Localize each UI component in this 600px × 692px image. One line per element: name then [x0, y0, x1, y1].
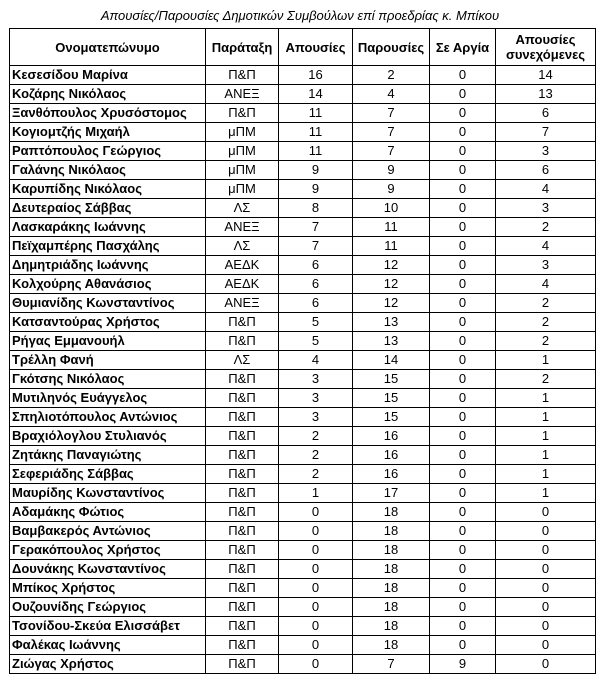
- consecutive-absences-cell: 4: [496, 275, 596, 294]
- consecutive-absences-cell: 1: [496, 408, 596, 427]
- page-title: Απουσίες/Παρουσίες Δημοτικών Συμβούλων επί προεδρίας κ. Μπίκου: [100, 8, 500, 23]
- suspension-cell: 0: [430, 446, 496, 465]
- consecutive-absences-cell: 0: [496, 560, 596, 579]
- consecutive-absences-cell: 0: [496, 579, 596, 598]
- suspension-cell: 9: [430, 655, 496, 674]
- absences-cell: 0: [279, 636, 353, 655]
- consecutive-absences-cell: 1: [496, 465, 596, 484]
- suspension-cell: 0: [430, 522, 496, 541]
- name-cell: Κατσαντούρας Χρήστος: [10, 313, 206, 332]
- consecutive-absences-cell: 2: [496, 313, 596, 332]
- consecutive-absences-cell: 4: [496, 237, 596, 256]
- suspension-cell: 0: [430, 503, 496, 522]
- table-row: [10, 351, 596, 370]
- name-cell: Δευτεραίος Σάββας: [10, 199, 206, 218]
- suspension-cell: 0: [430, 104, 496, 123]
- suspension-cell: 0: [430, 123, 496, 142]
- table-row: [10, 313, 596, 332]
- consecutive-absences-cell: 2: [496, 332, 596, 351]
- absences-cell: 0: [279, 541, 353, 560]
- absences-cell: 0: [279, 579, 353, 598]
- name-cell: Κεσεσίδου Μαρίνα: [10, 66, 206, 85]
- party-cell: ΑΝΕΞ: [206, 218, 279, 237]
- party-cell: Π&Π: [206, 66, 279, 85]
- consecutive-absences-cell: 0: [496, 522, 596, 541]
- table-row: [10, 142, 596, 161]
- presences-cell: 15: [353, 389, 430, 408]
- party-cell: Π&Π: [206, 408, 279, 427]
- suspension-cell: 0: [430, 427, 496, 446]
- absences-cell: 7: [279, 218, 353, 237]
- presences-cell: 18: [353, 560, 430, 579]
- name-cell: Τσονίδου-Σκεύα Ελισσάβετ: [10, 617, 206, 636]
- name-cell: Βραχιόλογλου Στυλιανός: [10, 427, 206, 446]
- consecutive-absences-cell: 7: [496, 123, 596, 142]
- consecutive-absences-cell: 2: [496, 218, 596, 237]
- presences-cell: 12: [353, 275, 430, 294]
- party-cell: μΠΜ: [206, 180, 279, 199]
- presences-cell: 7: [353, 123, 430, 142]
- table-row: [10, 275, 596, 294]
- presences-cell: 10: [353, 199, 430, 218]
- suspension-cell: 0: [430, 199, 496, 218]
- presences-cell: 15: [353, 370, 430, 389]
- suspension-cell: 0: [430, 579, 496, 598]
- party-cell: Π&Π: [206, 579, 279, 598]
- name-cell: Ζητάκης Παναγιώτης: [10, 446, 206, 465]
- party-cell: ΑΕΔΚ: [206, 256, 279, 275]
- absences-cell: 11: [279, 104, 353, 123]
- consecutive-absences-cell: 14: [496, 66, 596, 85]
- suspension-cell: 0: [430, 218, 496, 237]
- table-row: [10, 370, 596, 389]
- presences-cell: 4: [353, 85, 430, 104]
- presences-cell: 12: [353, 256, 430, 275]
- party-cell: Π&Π: [206, 484, 279, 503]
- absences-cell: 9: [279, 180, 353, 199]
- absences-cell: 9: [279, 161, 353, 180]
- table-row: [10, 408, 596, 427]
- absences-cell: 0: [279, 617, 353, 636]
- table-row: [10, 294, 596, 313]
- presences-cell: 11: [353, 237, 430, 256]
- presences-cell: 15: [353, 408, 430, 427]
- presences-cell: 7: [353, 142, 430, 161]
- suspension-cell: 0: [430, 237, 496, 256]
- name-cell: Ξανθόπουλος Χρυσόστομος: [10, 104, 206, 123]
- consecutive-absences-cell: 3: [496, 199, 596, 218]
- consecutive-absences-cell: 1: [496, 484, 596, 503]
- suspension-cell: 0: [430, 313, 496, 332]
- name-cell: Αδαμάκης Φώτιος: [10, 503, 206, 522]
- party-cell: Π&Π: [206, 465, 279, 484]
- suspension-cell: 0: [430, 85, 496, 104]
- absences-cell: 2: [279, 446, 353, 465]
- party-cell: Π&Π: [206, 503, 279, 522]
- header-presences: Παρουσίες: [353, 29, 430, 66]
- party-cell: Π&Π: [206, 313, 279, 332]
- absences-cell: 16: [279, 66, 353, 85]
- table-row: [10, 503, 596, 522]
- name-cell: Καρυπίδης Νικόλαος: [10, 180, 206, 199]
- party-cell: Π&Π: [206, 541, 279, 560]
- name-cell: Θυμιανίδης Κωνσταντίνος: [10, 294, 206, 313]
- absences-cell: 0: [279, 598, 353, 617]
- party-cell: μΠΜ: [206, 123, 279, 142]
- name-cell: Βαμβακερός Αντώνιος: [10, 522, 206, 541]
- absences-cell: 11: [279, 123, 353, 142]
- consecutive-absences-cell: 0: [496, 655, 596, 674]
- party-cell: Π&Π: [206, 560, 279, 579]
- suspension-cell: 0: [430, 484, 496, 503]
- name-cell: Μυτιληνός Ευάγγελος: [10, 389, 206, 408]
- suspension-cell: 0: [430, 161, 496, 180]
- absences-cell: 6: [279, 275, 353, 294]
- party-cell: ΑΕΔΚ: [206, 275, 279, 294]
- suspension-cell: 0: [430, 256, 496, 275]
- name-cell: Ουζουνίδης Γεώργιος: [10, 598, 206, 617]
- table-row: [10, 617, 596, 636]
- suspension-cell: 0: [430, 598, 496, 617]
- presences-cell: 18: [353, 636, 430, 655]
- party-cell: μΠΜ: [206, 142, 279, 161]
- consecutive-absences-cell: 0: [496, 503, 596, 522]
- table-row: [10, 446, 596, 465]
- table-row: [10, 579, 596, 598]
- consecutive-absences-cell: 0: [496, 598, 596, 617]
- party-cell: ΑΝΕΞ: [206, 294, 279, 313]
- name-cell: Φαλέκας Ιωάννης: [10, 636, 206, 655]
- consecutive-absences-cell: 2: [496, 294, 596, 313]
- suspension-cell: 0: [430, 560, 496, 579]
- absences-cell: 1: [279, 484, 353, 503]
- suspension-cell: 0: [430, 408, 496, 427]
- suspension-cell: 0: [430, 180, 496, 199]
- presences-cell: 12: [353, 294, 430, 313]
- name-cell: Πεϊχαμπέρης Πασχάλης: [10, 237, 206, 256]
- name-cell: Δημητριάδης Ιωάννης: [10, 256, 206, 275]
- suspension-cell: 0: [430, 332, 496, 351]
- party-cell: Π&Π: [206, 104, 279, 123]
- absences-cell: 6: [279, 256, 353, 275]
- presences-cell: 18: [353, 522, 430, 541]
- presences-cell: 14: [353, 351, 430, 370]
- consecutive-absences-cell: 0: [496, 617, 596, 636]
- name-cell: Γερακόπουλος Χρήστος: [10, 541, 206, 560]
- suspension-cell: 0: [430, 66, 496, 85]
- presences-cell: 9: [353, 180, 430, 199]
- absences-cell: 2: [279, 465, 353, 484]
- party-cell: Π&Π: [206, 370, 279, 389]
- presences-cell: 13: [353, 313, 430, 332]
- table-row: [10, 389, 596, 408]
- party-cell: Π&Π: [206, 522, 279, 541]
- header-name: Ονοματεπώνυμο: [10, 29, 206, 66]
- party-cell: ΛΣ: [206, 351, 279, 370]
- attendance-table: [9, 28, 596, 674]
- absences-cell: 4: [279, 351, 353, 370]
- absences-cell: 11: [279, 142, 353, 161]
- party-cell: Π&Π: [206, 446, 279, 465]
- suspension-cell: 0: [430, 465, 496, 484]
- consecutive-absences-cell: 1: [496, 446, 596, 465]
- absences-cell: 3: [279, 408, 353, 427]
- presences-cell: 16: [353, 465, 430, 484]
- table-row: [10, 104, 596, 123]
- table-row: [10, 560, 596, 579]
- presences-cell: 7: [353, 104, 430, 123]
- name-cell: Λασκαράκης Ιωάννης: [10, 218, 206, 237]
- suspension-cell: 0: [430, 142, 496, 161]
- absences-cell: 0: [279, 560, 353, 579]
- consecutive-absences-cell: 13: [496, 85, 596, 104]
- table-row: [10, 655, 596, 674]
- table-row: [10, 199, 596, 218]
- name-cell: Σπηλιοτόπουλος Αντώνιος: [10, 408, 206, 427]
- absences-cell: 8: [279, 199, 353, 218]
- name-cell: Δουνάκης Κωνσταντίνος: [10, 560, 206, 579]
- consecutive-absences-cell: 4: [496, 180, 596, 199]
- name-cell: Μπίκος Χρήστος: [10, 579, 206, 598]
- consecutive-absences-cell: 0: [496, 541, 596, 560]
- absences-cell: 2: [279, 427, 353, 446]
- suspension-cell: 0: [430, 275, 496, 294]
- absences-cell: 6: [279, 294, 353, 313]
- table-row: [10, 522, 596, 541]
- presences-cell: 2: [353, 66, 430, 85]
- suspension-cell: 0: [430, 541, 496, 560]
- name-cell: Μαυρίδης Κωνσταντίνος: [10, 484, 206, 503]
- name-cell: Ρήγας Εμμανουήλ: [10, 332, 206, 351]
- table-row: [10, 85, 596, 104]
- consecutive-absences-cell: 1: [496, 389, 596, 408]
- consecutive-absences-cell: 6: [496, 161, 596, 180]
- consecutive-absences-cell: 1: [496, 427, 596, 446]
- presences-cell: 18: [353, 541, 430, 560]
- table-row: [10, 237, 596, 256]
- absences-cell: 7: [279, 237, 353, 256]
- table-row: [10, 541, 596, 560]
- name-cell: Κολχούρης Αθανάσιος: [10, 275, 206, 294]
- party-cell: Π&Π: [206, 617, 279, 636]
- name-cell: Κογιομτζής Μιχαήλ: [10, 123, 206, 142]
- party-cell: Π&Π: [206, 389, 279, 408]
- consecutive-absences-cell: 1: [496, 351, 596, 370]
- consecutive-absences-cell: 3: [496, 142, 596, 161]
- absences-cell: 3: [279, 389, 353, 408]
- presences-cell: 18: [353, 598, 430, 617]
- absences-cell: 5: [279, 313, 353, 332]
- suspension-cell: 0: [430, 636, 496, 655]
- name-cell: Γαλάνης Νικόλαος: [10, 161, 206, 180]
- name-cell: Γκότσης Νικόλαος: [10, 370, 206, 389]
- header-row: [10, 29, 596, 66]
- presences-cell: 16: [353, 427, 430, 446]
- table-row: [10, 598, 596, 617]
- presences-cell: 13: [353, 332, 430, 351]
- consecutive-absences-cell: 6: [496, 104, 596, 123]
- absences-cell: 3: [279, 370, 353, 389]
- party-cell: ΛΣ: [206, 199, 279, 218]
- party-cell: Π&Π: [206, 332, 279, 351]
- name-cell: Κοζάρης Νικόλαος: [10, 85, 206, 104]
- presences-cell: 16: [353, 446, 430, 465]
- party-cell: Π&Π: [206, 427, 279, 446]
- header-absences: Απουσίες: [279, 29, 353, 66]
- consecutive-absences-cell: 2: [496, 370, 596, 389]
- table-row: [10, 636, 596, 655]
- header-suspension: Σε Αργία: [430, 29, 496, 66]
- table-row: [10, 66, 596, 85]
- party-cell: ΑΝΕΞ: [206, 85, 279, 104]
- header-party: Παράταξη: [206, 29, 279, 66]
- absences-cell: 14: [279, 85, 353, 104]
- presences-cell: 18: [353, 579, 430, 598]
- absences-cell: 0: [279, 655, 353, 674]
- party-cell: μΠΜ: [206, 161, 279, 180]
- suspension-cell: 0: [430, 294, 496, 313]
- table-row: [10, 180, 596, 199]
- presences-cell: 17: [353, 484, 430, 503]
- absences-cell: 0: [279, 522, 353, 541]
- table-row: [10, 161, 596, 180]
- table-row: [10, 332, 596, 351]
- table-row: [10, 484, 596, 503]
- consecutive-absences-cell: 0: [496, 636, 596, 655]
- suspension-cell: 0: [430, 389, 496, 408]
- presences-cell: 7: [353, 655, 430, 674]
- name-cell: Τρέλλη Φανή: [10, 351, 206, 370]
- table-row: [10, 123, 596, 142]
- name-cell: Ραπτόπουλος Γεώργιος: [10, 142, 206, 161]
- suspension-cell: 0: [430, 617, 496, 636]
- party-cell: Π&Π: [206, 655, 279, 674]
- table-row: [10, 218, 596, 237]
- suspension-cell: 0: [430, 370, 496, 389]
- party-cell: ΛΣ: [206, 237, 279, 256]
- table-row: [10, 465, 596, 484]
- presences-cell: 11: [353, 218, 430, 237]
- name-cell: Ζιώγας Χρήστος: [10, 655, 206, 674]
- absences-cell: 0: [279, 503, 353, 522]
- header-consecutive-absences: Απουσίες συνεχόμενες: [496, 29, 596, 66]
- table-body: [10, 66, 596, 674]
- presences-cell: 18: [353, 617, 430, 636]
- table-row: [10, 256, 596, 275]
- absences-cell: 5: [279, 332, 353, 351]
- party-cell: Π&Π: [206, 598, 279, 617]
- presences-cell: 18: [353, 503, 430, 522]
- consecutive-absences-cell: 3: [496, 256, 596, 275]
- presences-cell: 9: [353, 161, 430, 180]
- suspension-cell: 0: [430, 351, 496, 370]
- table-row: [10, 427, 596, 446]
- name-cell: Σεφεριάδης Σάββας: [10, 465, 206, 484]
- party-cell: Π&Π: [206, 636, 279, 655]
